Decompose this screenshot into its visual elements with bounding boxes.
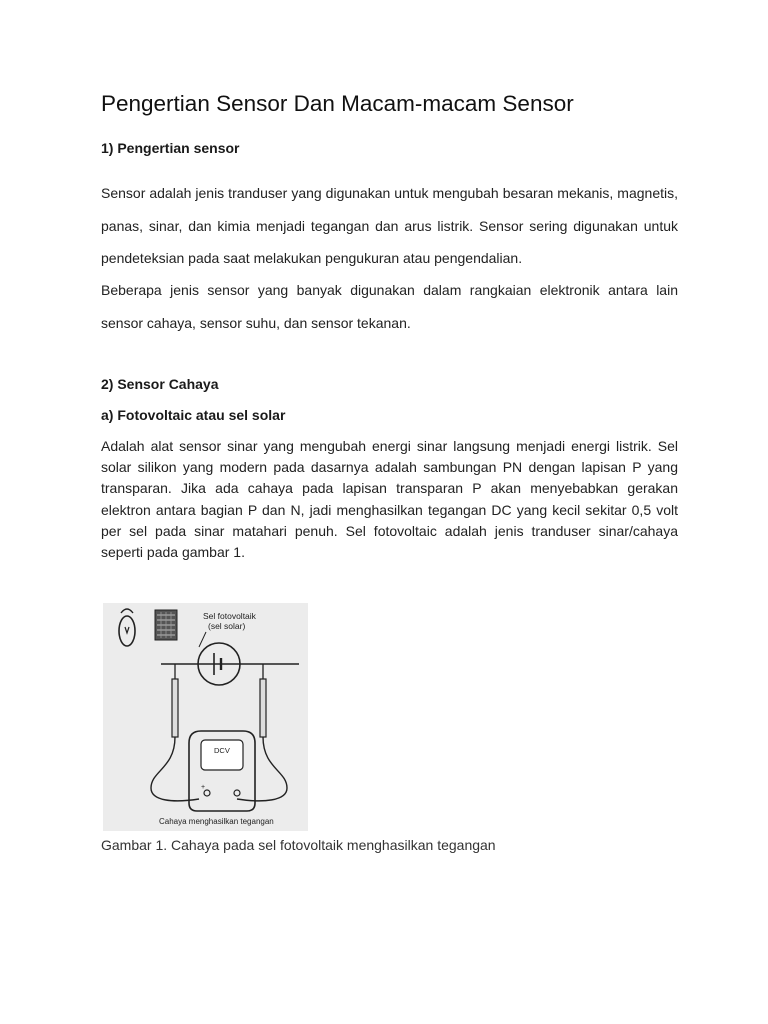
subheading-fotovoltaic: a) Fotovoltaic atau sel solar	[101, 407, 286, 423]
paragraph-definition: Sensor adalah jenis tranduser yang digunakan untuk mengubah besaran mekanis, magnetis, panas, sinar, dan kimia menjadi tegangan dan arus listrik. Sensor sering digunakan untuk pendeteksian pada saat melakukan pengukuran atau pengendalian.	[101, 185, 678, 266]
wire-left	[151, 737, 199, 801]
figure-label-cell-line1: Sel fotovoltaik	[203, 611, 256, 621]
paragraph-sensor-types: Beberapa jenis sensor yang banyak digunakan dalam rangkaian elektronik antara lain sensor cahaya, sensor suhu, dan sensor tekanan.	[101, 282, 678, 331]
figure-bottom-label: Cahaya menghasilkan tegangan	[159, 817, 274, 826]
section-heading-pengertian: 1) Pengertian sensor	[101, 140, 240, 156]
light-source-icon	[155, 610, 177, 640]
wire-right	[237, 737, 287, 801]
meter-label: DCV	[214, 746, 230, 755]
probe-left	[172, 664, 178, 737]
svg-text:+: +	[201, 784, 206, 791]
figure-caption: Gambar 1. Cahaya pada sel fotovoltaik menghasilkan tegangan	[101, 837, 496, 853]
page-title: Pengertian Sensor Dan Macam-macam Sensor	[101, 91, 574, 116]
probe-right	[260, 664, 266, 737]
light-bulb-icon	[119, 609, 135, 646]
paragraph-fotovoltaic: Adalah alat sensor sinar yang mengubah energi sinar langsung menjadi energi listrik. Sel solar silikon yang modern pada dasarnya adalah sambungan PN dengan lapisan P yang transparan. Jika ada cahaya pada lapisan transparan P akan menyebabkan gerakan elektron antara bagian P dan N, jadi menghasilkan tegangan DC yang kecil sekitar 0,5 volt per sel pada sinar matahari penuh. Sel fotovoltaic adalah jenis tranduser sinar/cahaya seperti pada gambar 1.	[101, 438, 678, 561]
section-heading-sensor-cahaya: 2) Sensor Cahaya	[101, 376, 219, 392]
figure-photovoltaic-diagram	[103, 603, 308, 831]
figure-label-cell-line2: (sel solar)	[208, 621, 246, 631]
label-pointer	[199, 632, 206, 647]
